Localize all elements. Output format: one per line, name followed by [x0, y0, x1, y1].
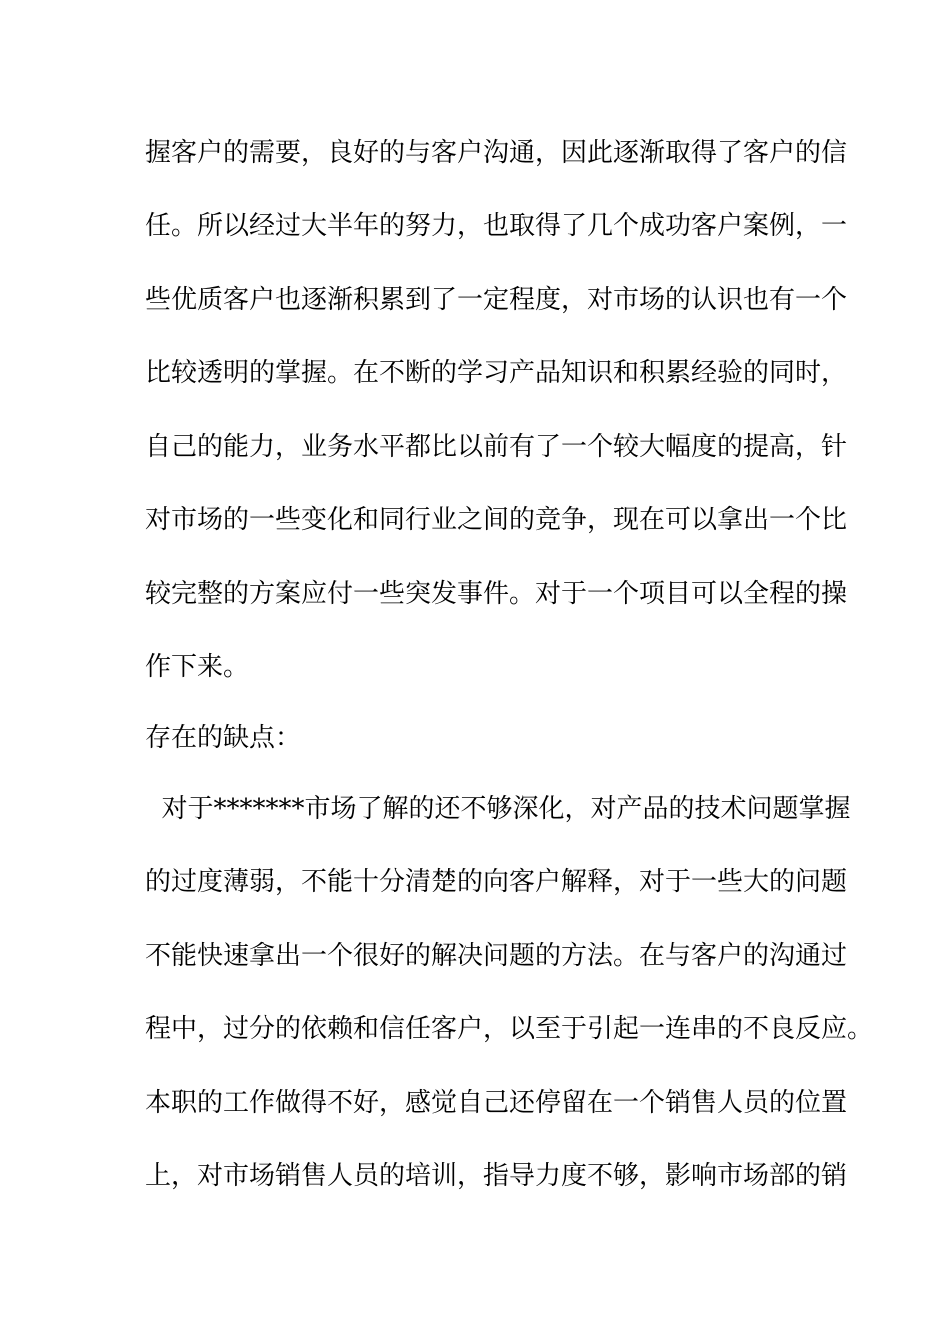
section-heading: 存在的缺点：	[145, 723, 302, 753]
paragraph-line: 作下来。	[145, 652, 250, 682]
paragraph-line: 自己的能力，业务水平都比以前有了一个较大幅度的提高，针	[145, 432, 848, 462]
paragraph-line: 不能快速拿出一个很好的解决问题的方法。在与客户的沟通过	[145, 941, 848, 971]
paragraph-line: 握客户的需要，良好的与客户沟通，因此逐渐取得了客户的信	[145, 138, 848, 168]
paragraph-line: 较完整的方案应付一些突发事件。对于一个项目可以全程的操	[145, 579, 848, 609]
paragraph-line: 程中，过分的依赖和信任客户，以至于引起一连串的不良反应。	[145, 1014, 874, 1044]
paragraph-line: 的过度薄弱，不能十分清楚的向客户解释，对于一些大的问题	[145, 867, 848, 897]
paragraph-line: 任。所以经过大半年的努力，也取得了几个成功客户案例，一	[145, 211, 848, 241]
paragraph-line: 比较透明的掌握。在不断的学习产品知识和积累经验的同时，	[145, 358, 848, 388]
paragraph-line: 对市场的一些变化和同行业之间的竞争，现在可以拿出一个比	[145, 505, 848, 535]
paragraph-line: 本职的工作做得不好，感觉自己还停留在一个销售人员的位置	[145, 1088, 848, 1118]
paragraph-line: 些优质客户也逐渐积累到了一定程度，对市场的认识也有一个	[145, 285, 848, 315]
paragraph-line: 对于*******市场了解的还不够深化，对产品的技术问题掌握	[145, 794, 851, 824]
paragraph-line: 上，对市场销售人员的培训，指导力度不够，影响市场部的销	[145, 1161, 848, 1191]
